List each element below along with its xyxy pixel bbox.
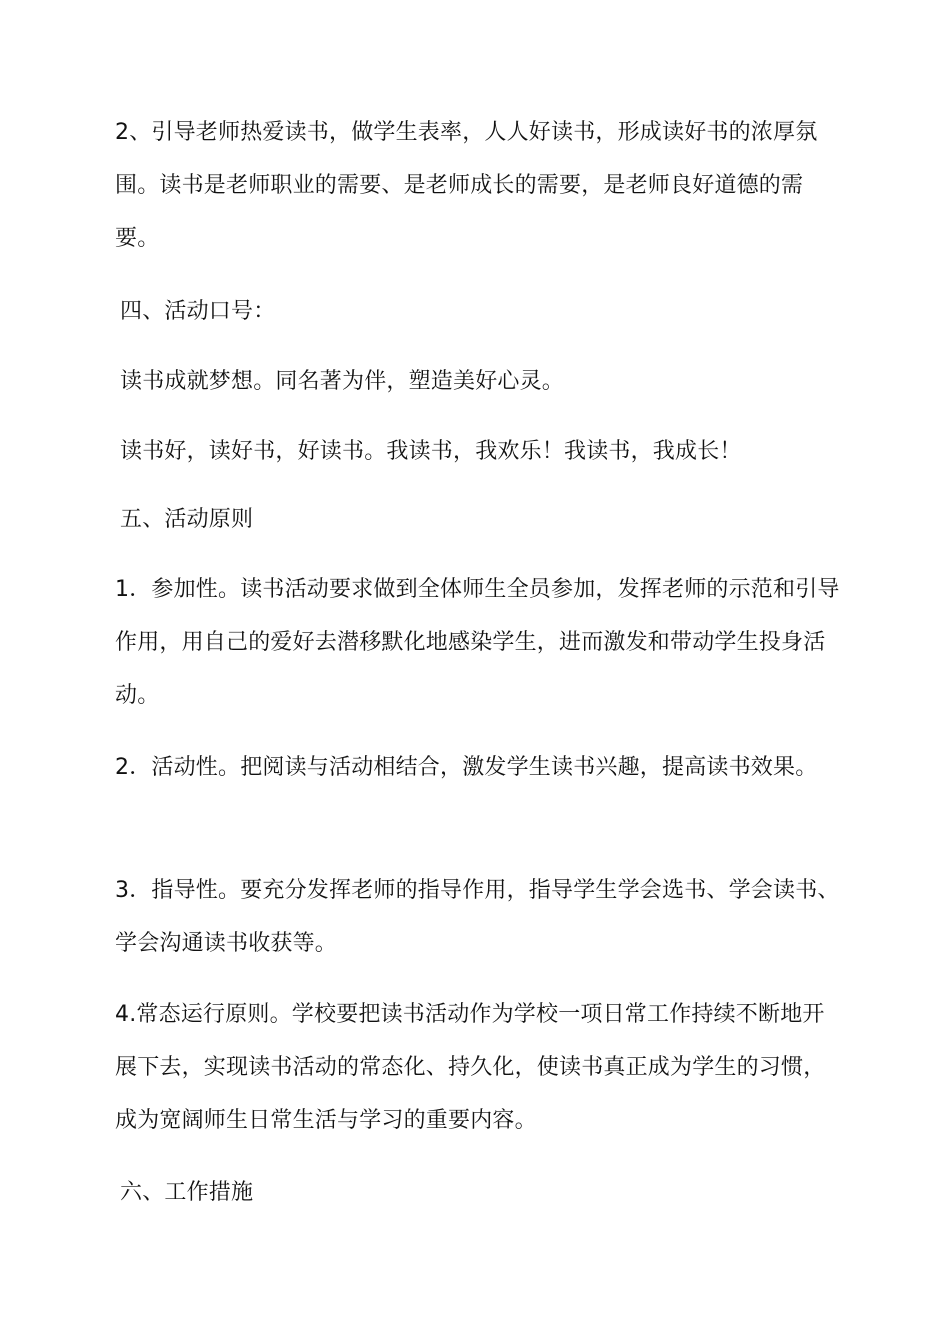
heading-measures: 六、工作措施	[120, 1180, 254, 1205]
paragraph-slogan-1: 读书成就梦想。同名著为伴，塑造美好心灵。	[120, 369, 565, 394]
paragraph-principle-participation: 1．参加性。读书活动要求做到全体师生全员参加，发挥老师的示范和引导作用，用自己的爱好去潜移默化地感染学生，进而激发和带动学生投身活动。	[115, 577, 840, 708]
paragraph-principle-guidance: 3．指导性。要充分发挥老师的指导作用，指导学生学会选书、学会读书、学会沟通读书收获等。	[115, 878, 840, 956]
heading-slogan: 四、活动口号：	[120, 299, 276, 324]
paragraph-slogan-2: 读书好，读好书，好读书。我读书，我欢乐！我读书，我成长！	[120, 439, 742, 464]
heading-principles: 五、活动原则	[120, 507, 254, 532]
paragraph-principle-routine: 4.常态运行原则。学校要把读书活动作为学校一项日常工作持续不断地开展下去，实现读书活动的常态化、持久化，使读书真正成为学生的习惯，成为宽阔师生日常生活与学习的重要内容。	[115, 1002, 826, 1133]
paragraph-guide-teachers: 2、引导老师热爱读书，做学生表率，人人好读书，形成读好书的浓厚氛围。读书是老师职业的需要、是老师成长的需要，是老师良好道德的需要。	[115, 120, 818, 251]
paragraph-principle-activity: 2．活动性。把阅读与活动相结合，激发学生读书兴趣，提高读书效果。	[115, 755, 818, 780]
